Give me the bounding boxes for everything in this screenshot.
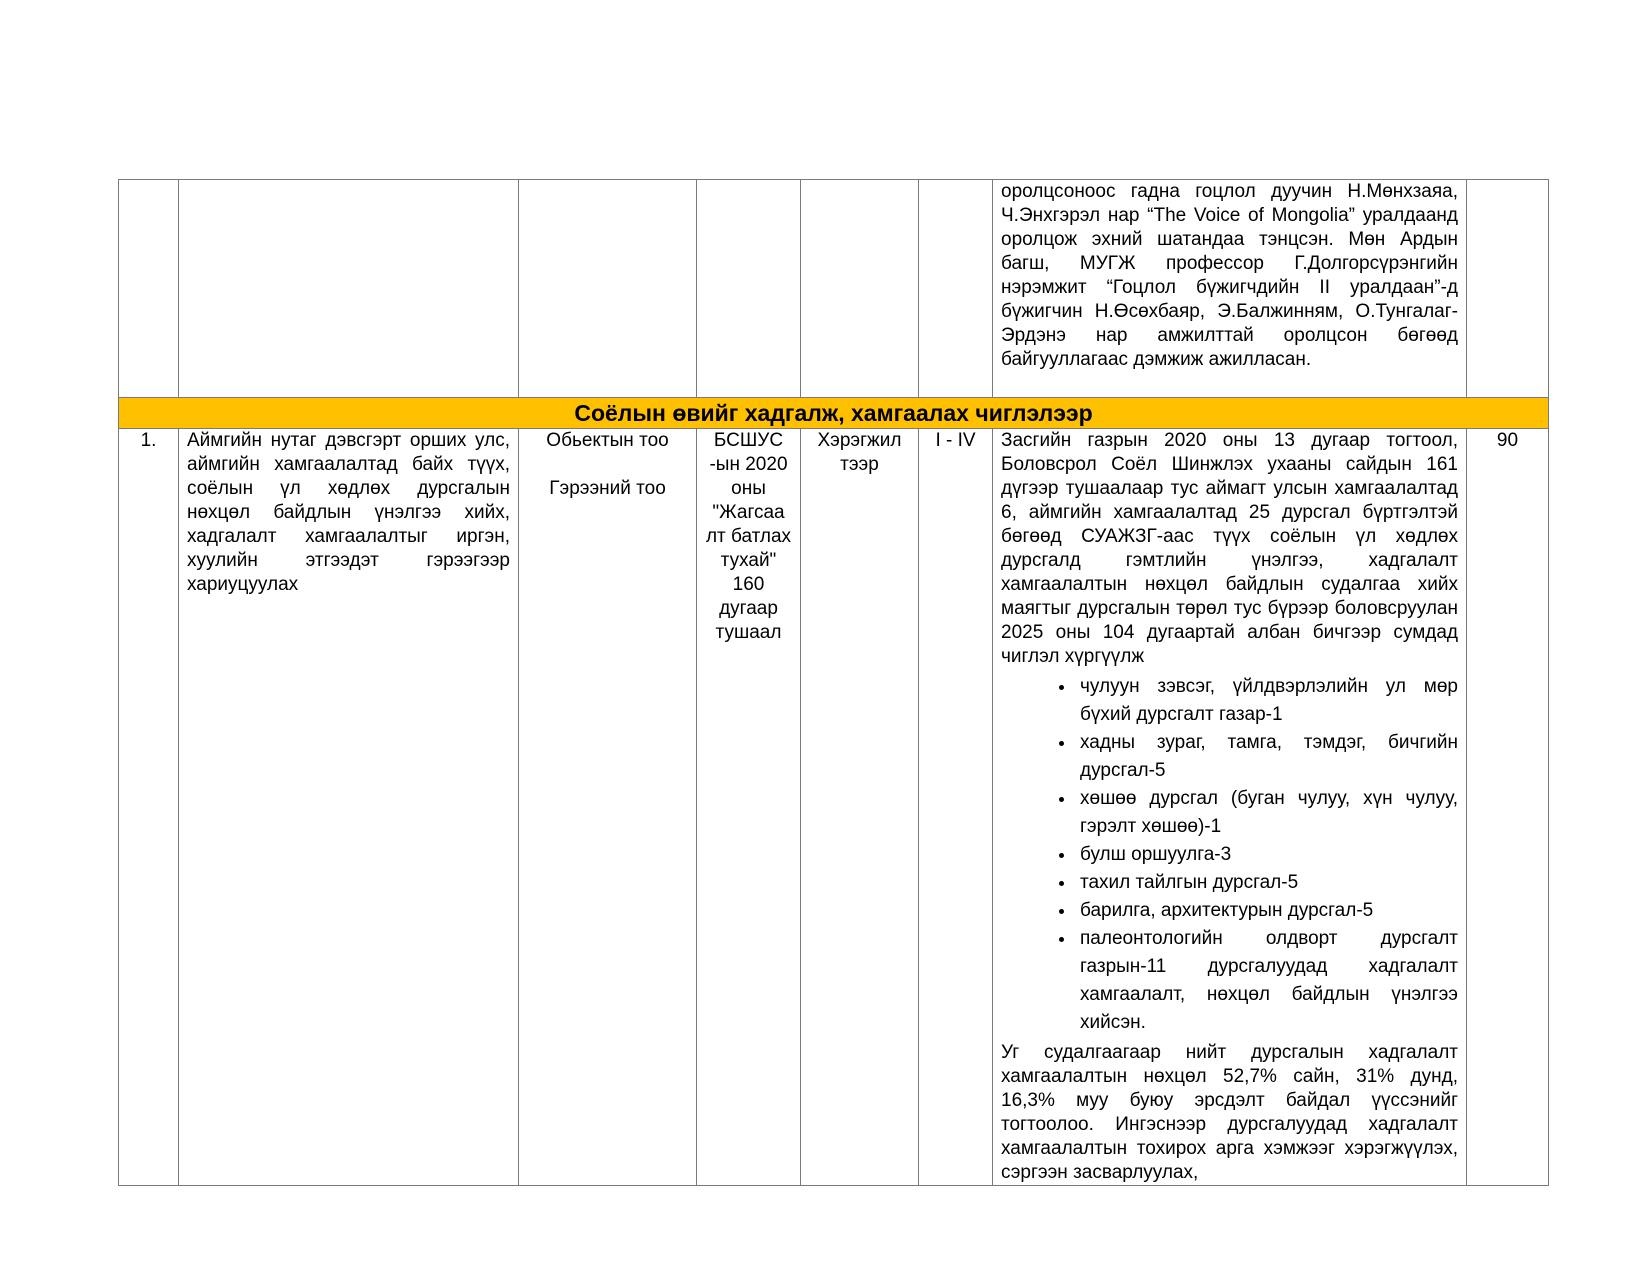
cell-empty bbox=[1467, 180, 1549, 398]
cell-empty bbox=[801, 180, 919, 398]
cell-empty bbox=[119, 180, 179, 398]
list-item: • палеонтологийн олдворт дурсгалт газрын-11 дурсгалуудад хадгалалт хамгаалалт, нөхцөл байдлын үнэлгээ хийсэн. bbox=[1076, 925, 1458, 1037]
list-item: • булш оршуулга-3 bbox=[1076, 841, 1458, 869]
cell-empty bbox=[919, 180, 993, 398]
legal-basis: БСШУС -ын 2020 оны "Жагсаа лт батлах тухай" 160 дугаар тушаал bbox=[697, 429, 801, 1186]
implementation-status: Хэрэгжил тээр bbox=[801, 429, 919, 1186]
list-item: • хадны зураг, тамга, тэмдэг, бичгийн дурсгал-5 bbox=[1076, 729, 1458, 785]
indicator-contracts: Гэрээний тоо bbox=[549, 478, 666, 499]
report-outro: Уг судалгаагаар нийт дурсгалын хадгалалт хамгаалалтын нөхцөл 52,7% сайн, 31% дунд, 16,3% муу буюу эрсдэлт байдал үүссэнийг тогтоолоо. Ингэснээр дурсгалуудад хадгалалт хамгаалалтын тохирох арга хэмжээг хэрэгжүүлэх, сэргээн засварлуулах, bbox=[1001, 1042, 1458, 1183]
list-item: • хөшөө дурсгал (буган чулуу, хүн чулуу, гэрэлт хөшөө)-1 bbox=[1076, 785, 1458, 841]
monument-type-list bbox=[1001, 673, 1458, 1037]
report-cell bbox=[993, 429, 1467, 1186]
quarter-range: I - IV bbox=[919, 429, 993, 1186]
cell-empty bbox=[179, 180, 519, 398]
list-item: • тахил тайлгын дурсгал-5 bbox=[1076, 869, 1458, 897]
row-number: 1. bbox=[119, 429, 179, 1186]
cell-empty bbox=[519, 180, 697, 398]
list-item: • барилга, архитектурын дурсгал-5 bbox=[1076, 897, 1458, 925]
report-intro: Засгийн газрын 2020 оны 13 дугаар тогтоол, Боловсрол Соёл Шинжлэх ухааны сайдын 161 дүгээр тушаалаар тус аймагт улсын хамгаалалтад 6, аймгийн хамгаалалтад 25 дурсгал бүртгэлтэй бөгөөд СУАЖЗГ-аас түүх соёлын үл хөдлөх дурсгалд гэмтлийн үнэлгээ, хадгалалт хамгаалалтын нөхцөл байдлын судалгаа хийх маягтыг дурсгалын төрөл тус бүрээр боловсруулан 2025 оны 104 дугаартай албан бичгээр сумдад чиглэл хүргүүлж bbox=[1001, 430, 1458, 667]
indicator-cell bbox=[519, 429, 697, 1186]
continuation-report-text: оролцсоноос гадна гоцлол дуучин Н.Мөнхзаяа, Ч.Энхгэрэл нар “The Voice of Mongolia” уралдаанд оролцож эхний шатандаа тэнцсэн. Мөн Ардын багш, МУГЖ профессор Г.Долгорсүрэнгийн нэрэмжит “Гоцлол бүжигчдийн II уралдаан”-д бүжигчин Н.Өсөхбаяр, Э.Балжинням, О.Тунгалаг-Эрдэнэ нар амжилттай оролцсон бөгөөд байгууллагаас дэмжиж ажилласан. bbox=[993, 180, 1467, 398]
section-title: Соёлын өвийг хадгалж, хамгаалах чиглэлээр bbox=[119, 398, 1549, 429]
indicator-objects: Обьектын тоо bbox=[546, 430, 669, 451]
score: 90 bbox=[1467, 429, 1549, 1186]
section-header-row bbox=[119, 398, 1549, 429]
task-description: Аймгийн нутаг дэвсгэрт орших улс, аймгийн хамгаалалтад байх түүх, соёлын үл хөдлөх дурсгалын нөхцөл байдлын үнэлгээ хийх, хадгалалт хамгаалалтыг иргэн, хуулийн этгээдэт гэрээгээр хариуцуулах bbox=[179, 429, 519, 1186]
list-item: • чулуун зэвсэг, үйлдвэрлэлийн ул мөр бүхий дурсгалт газар-1 bbox=[1076, 673, 1458, 729]
task-row bbox=[119, 429, 1549, 1186]
continuation-row bbox=[119, 180, 1549, 398]
plan-report-table bbox=[118, 179, 1549, 1186]
cell-empty bbox=[697, 180, 801, 398]
